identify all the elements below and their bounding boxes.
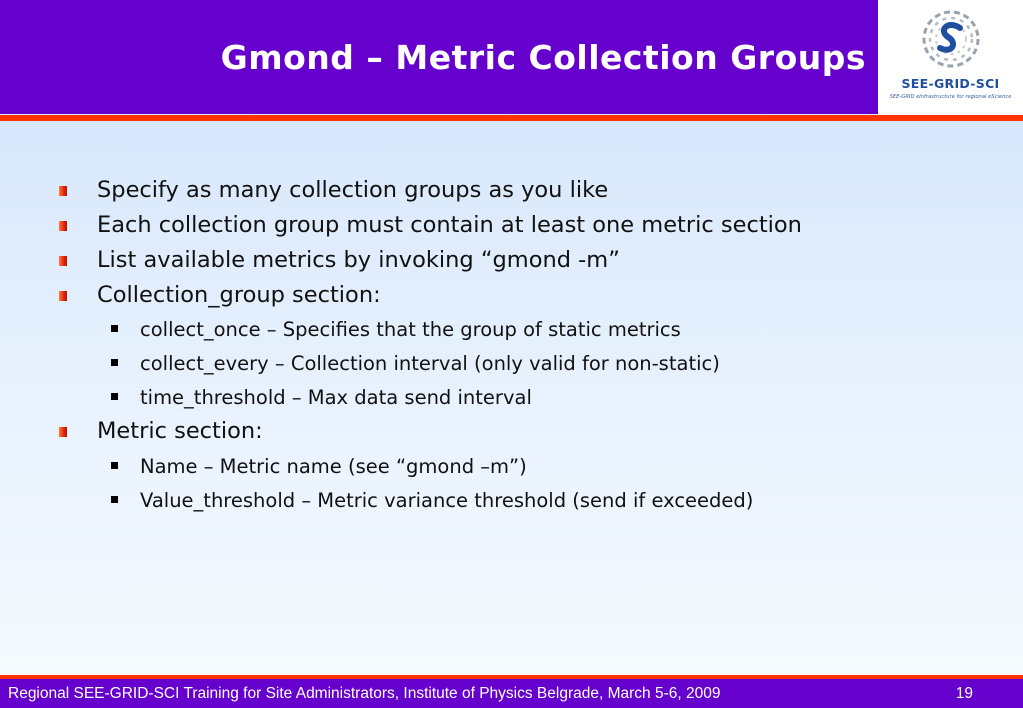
bullet-icon [59, 221, 67, 231]
title-bar [0, 0, 878, 114]
bullet-icon [59, 186, 67, 196]
logo-tagline: SEE-GRID eInfrastructure for regional eScience [889, 94, 1012, 100]
list-item: List available metrics by invoking “gmond -m” [97, 247, 620, 273]
see-grid-emblem-icon [918, 6, 984, 72]
list-item: collect_once – Specifies that the group of static metrics [140, 318, 681, 341]
slide-title: Gmond – Metric Collection Groups [220, 38, 866, 77]
list-item: Specify as many collection groups as you like [97, 177, 608, 203]
header-divider [0, 115, 1023, 121]
square-bullet-icon [111, 359, 118, 366]
footer-text: Regional SEE-GRID-SCI Training for Site Administrators, Institute of Physics Belgrade, March 5-6, 2009 [8, 685, 721, 702]
list-item: Each collection group must contain at least one metric section [97, 212, 802, 238]
square-bullet-icon [111, 496, 118, 503]
bullet-icon [59, 291, 67, 301]
list-item: time_threshold – Max data send interval [140, 386, 532, 409]
logo [878, 0, 1023, 115]
footer [0, 679, 1023, 708]
list-item: collect_every – Collection interval (only valid for non-static) [140, 352, 720, 375]
page-number: 19 [955, 685, 973, 702]
square-bullet-icon [111, 393, 118, 400]
list-item: Metric section: [97, 418, 263, 444]
bullet-icon [59, 256, 67, 266]
square-bullet-icon [111, 462, 118, 469]
bullet-icon [59, 427, 67, 437]
square-bullet-icon [111, 325, 118, 332]
list-item: Collection_group section: [97, 282, 381, 308]
list-item: Name – Metric name (see “gmond –m”) [140, 455, 527, 478]
logo-name: SEE-GRID-SCI [901, 76, 1000, 91]
list-item: Value_threshold – Metric variance threshold (send if exceeded) [140, 489, 753, 512]
